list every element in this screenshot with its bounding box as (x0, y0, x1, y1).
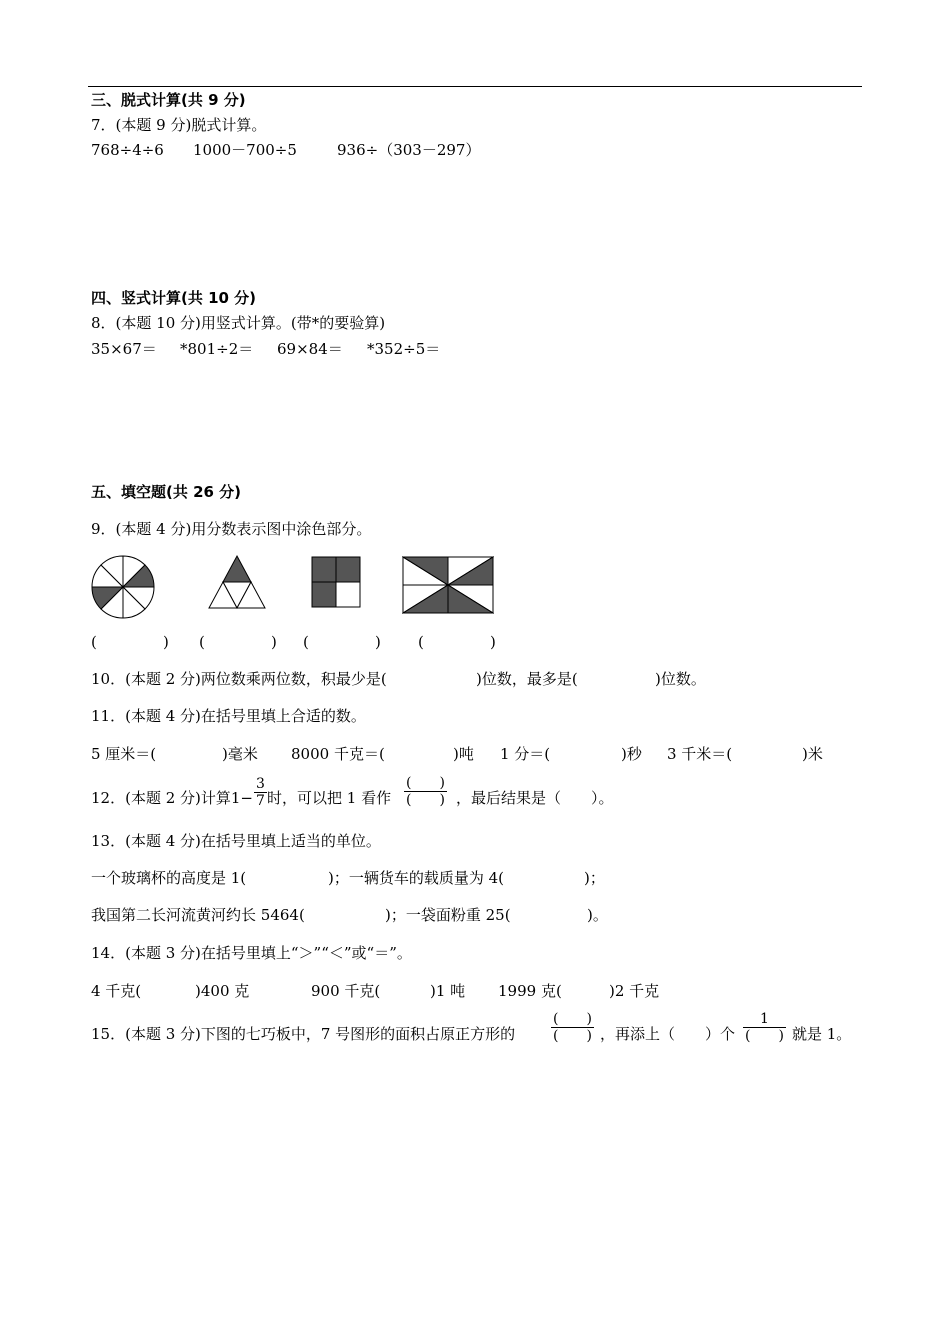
q9-blank-2-open: ( (199, 633, 205, 651)
q13-line-2-a: 我国第二长河流黄河约长 5464( (91, 906, 305, 924)
q14-item-1-right: )400 克 (195, 982, 250, 1000)
question-11-title: 11．(本题 4 分)在括号里填上合适的数。 (91, 707, 366, 725)
q14-item-3-left: 1999 克( (498, 982, 562, 1000)
q9-blank-4-close: ) (490, 633, 496, 651)
section-3-heading: 三、脱式计算(共 9 分) (91, 91, 246, 109)
q15-unit-fraction (743, 1012, 786, 1043)
q14-item-1-left: 4 千克( (91, 982, 142, 1000)
q7-expression-3: 936÷（303－297） (337, 141, 481, 159)
q13-line-2-c: )。 (587, 906, 608, 924)
q11-item-2-right: )吨 (453, 745, 474, 763)
rectangle-triangles-figure (402, 556, 494, 614)
q12-text-1: 12．(本题 2 分)计算1− (91, 789, 253, 807)
q15-unit-numerator: 1 (760, 1011, 769, 1027)
q9-blank-2-close: ) (271, 633, 277, 651)
q9-blank-1-open: ( (91, 633, 97, 651)
q10-text-1: 10．(本题 2 分)两位数乘两位数，积最少是( (91, 670, 387, 688)
q15-blank-numerator: ( ) (553, 1011, 592, 1027)
q14-item-2-right: )1 吨 (430, 982, 466, 1000)
section-5-heading: 五、填空题(共 26 分) (91, 483, 242, 501)
triangle-quarters-figure (207, 554, 267, 610)
q11-item-3-right: )秒 (621, 745, 642, 763)
square-quarters-figure (311, 556, 361, 608)
q14-item-3-right: )2 千克 (609, 982, 660, 1000)
q11-item-3-left: 1 分＝( (500, 745, 551, 763)
q15-unit-denominator: ( ) (745, 1028, 784, 1044)
q10-text-2: )位数，最多是( (476, 670, 578, 688)
q11-item-4-left: 3 千米＝( (667, 745, 733, 763)
q15-text-1: 15．(本题 3 分)下图的七巧板中，7 号图形的面积占原正方形的 (91, 1025, 516, 1043)
q15-blank-fraction (551, 1012, 594, 1043)
header-rule (88, 86, 862, 87)
q15-text-2: ，再添上（ ）个 (600, 1025, 736, 1043)
q12-fraction-denominator: 7 (256, 793, 265, 809)
q13-line-2-b: )；一袋面粉重 25( (385, 906, 511, 924)
q8-expression-1: 35×67＝ (91, 340, 157, 358)
q8-expression-3: 69×84＝ (277, 340, 343, 358)
q12-blank-numerator: ( ) (406, 775, 445, 791)
q9-blank-3-open: ( (303, 633, 309, 651)
q11-item-1-left: 5 厘米＝( (91, 745, 157, 763)
q11-item-1-right: )毫米 (222, 745, 258, 763)
question-7-title: 7．(本题 9 分)脱式计算。 (91, 116, 267, 134)
q12-text-3: ，最后结果是（ ）。 (456, 789, 614, 807)
q13-line-1-c: )； (584, 869, 605, 887)
q15-text-3: 就是 1。 (792, 1025, 852, 1043)
q9-blank-3-close: ) (375, 633, 381, 651)
q12-blank-denominator: ( ) (406, 792, 445, 808)
q8-expression-2: *801÷2＝ (180, 340, 254, 358)
q12-fraction-numerator: 3 (256, 776, 265, 792)
question-14-title: 14．(本题 3 分)在括号里填上“＞”“＜”或“＝”。 (91, 944, 412, 962)
q15-blank-denominator: ( ) (553, 1028, 592, 1044)
q11-item-2-left: 8000 千克＝( (291, 745, 385, 763)
q7-expression-2: 1000－700÷5 (193, 141, 297, 159)
q11-item-4-right: )米 (802, 745, 823, 763)
section-4-heading: 四、竖式计算(共 10 分) (91, 289, 257, 307)
q8-expression-4: *352÷5＝ (367, 340, 441, 358)
question-8-title: 8．(本题 10 分)用竖式计算。(带*的要验算) (91, 314, 386, 332)
q9-blank-1-close: ) (163, 633, 169, 651)
q13-line-1-b: )；一辆货车的载质量为 4( (328, 869, 505, 887)
circle-eighths-figure (90, 554, 156, 620)
q12-text-2: 时，可以把 1 看作 (267, 789, 392, 807)
q12-blank-fraction (404, 776, 447, 807)
q10-text-3: )位数。 (655, 670, 706, 688)
q12-fraction (254, 777, 267, 808)
q9-blank-4-open: ( (418, 633, 424, 651)
q14-item-2-left: 900 千克( (311, 982, 381, 1000)
q13-line-1-a: 一个玻璃杯的高度是 1( (91, 869, 247, 887)
question-9-title: 9．(本题 4 分)用分数表示图中涂色部分。 (91, 520, 372, 538)
question-13-title: 13．(本题 4 分)在括号里填上适当的单位。 (91, 832, 381, 850)
q7-expression-1: 768÷4÷6 (91, 141, 164, 159)
